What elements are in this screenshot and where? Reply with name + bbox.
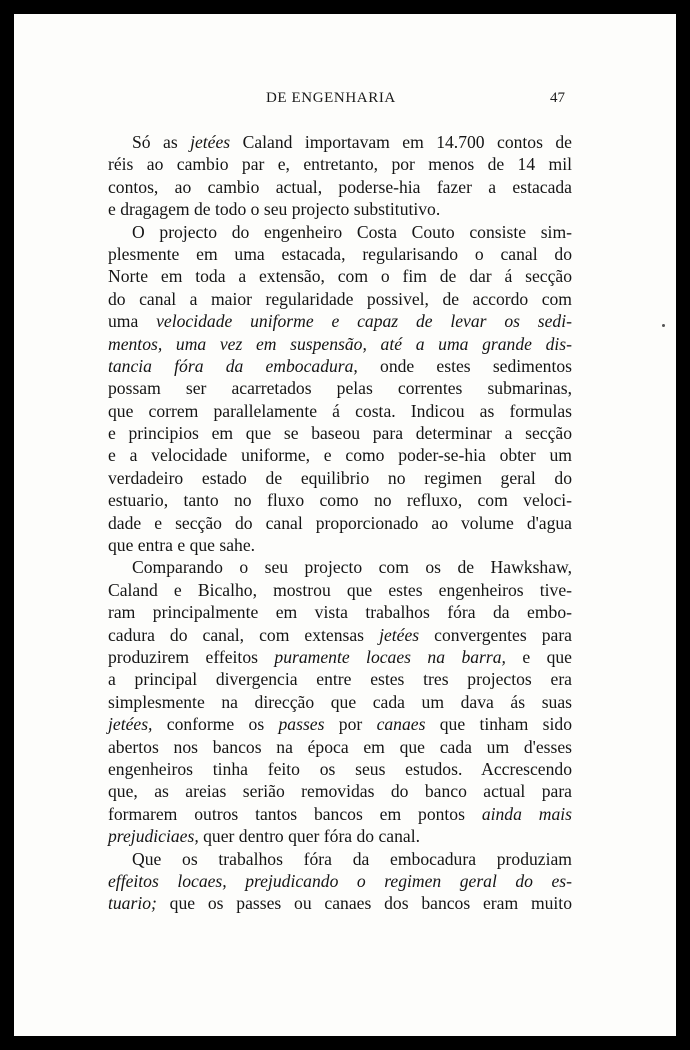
body-text: [108, 131, 572, 915]
text-line: [108, 713, 572, 735]
margin-speck: [662, 324, 665, 327]
text-run: que tinham sido: [425, 714, 572, 735]
text-run: quer dentro quer fóra do canal.: [198, 826, 421, 847]
text-run: produzirem effeitos: [108, 646, 275, 667]
text-line: [108, 892, 572, 914]
italic-text: tancia fóra da embocadura,: [108, 355, 358, 376]
text-run: O projecto do engenheiro Costa Couto consiste sim-: [132, 221, 572, 242]
text-run: que correm parallelamente á costa. Indicou as formulas: [108, 400, 572, 421]
text-line: [108, 467, 572, 489]
italic-text: mentos, uma vez em suspensão, até a uma grande dis-: [108, 333, 572, 354]
book-page: [14, 14, 676, 1036]
text-run: por: [324, 714, 377, 735]
text-run: Norte em toda a extensão, com o fim de dar á secção: [108, 266, 572, 287]
text-run: e dragagem de todo o seu projecto substitutivo.: [108, 199, 441, 220]
text-line: [108, 556, 572, 578]
text-line: [108, 691, 572, 713]
text-line: [108, 355, 572, 377]
text-line: [108, 534, 572, 556]
running-head: [14, 90, 676, 114]
text-run: simplesmente na direcção que cada um dava ás suas: [108, 691, 572, 712]
text-line: [108, 153, 572, 175]
text-run: convergentes para: [419, 624, 572, 645]
text-line: [108, 758, 572, 780]
italic-text: velocidade uniforme e capaz de levar os sedi-: [156, 311, 572, 332]
text-run: Que os trabalhos fóra da embocadura produziam: [132, 848, 572, 869]
italic-text: passes: [278, 714, 325, 735]
text-line: [108, 310, 572, 332]
text-line: [108, 512, 572, 534]
text-line: [108, 400, 572, 422]
text-run: e a velocidade uniforme, e como poder-se-hia obter um: [108, 445, 572, 466]
text-run: que os passes ou canaes dos bancos eram muito: [156, 893, 572, 914]
text-line: [108, 624, 572, 646]
text-run: do canal a maior regularidade possivel, de accordo com: [108, 288, 572, 309]
italic-text: tuario;: [108, 893, 157, 914]
text-line: [108, 221, 572, 243]
running-head-title: DE ENGENHARIA: [266, 90, 396, 106]
text-run: que entra e que sahe.: [108, 535, 256, 556]
text-run: réis ao cambio par e, entretanto, por menos de 14 mil: [108, 154, 572, 175]
text-line: [108, 848, 572, 870]
text-run: a principal divergencia entre estes tres projectos era: [108, 669, 572, 690]
text-run: contos, ao cambio actual, poderse-hia fazer a estacada: [108, 176, 572, 197]
text-line: [108, 198, 572, 220]
italic-text: jetées: [190, 132, 231, 152]
text-run: Caland e Bicalho, mostrou que estes engenheiros tive-: [108, 579, 572, 600]
text-run: que, as areias serião removidas do banco actual para: [108, 781, 572, 802]
italic-text: prejudiciaes,: [108, 826, 199, 847]
text-run: e principios em que se baseou para determinar a secção: [108, 423, 572, 444]
text-run: cadura do canal, com extensas: [108, 624, 380, 645]
text-line: [108, 736, 572, 758]
text-line: [108, 870, 572, 892]
text-line: [108, 803, 572, 825]
text-line: [108, 601, 572, 623]
italic-text: jetées: [379, 624, 420, 645]
text-line: [108, 489, 572, 511]
text-run: conforme os: [152, 714, 279, 735]
italic-text: canaes: [376, 714, 426, 735]
text-run: dade e secção do canal proporcionado ao volume d'agua: [108, 512, 572, 533]
text-run: Comparando o seu projecto com os de Hawkshaw,: [132, 557, 572, 578]
text-run: onde estes sedimentos: [357, 355, 572, 376]
text-line: [108, 288, 572, 310]
italic-text: jetées,: [108, 714, 153, 735]
page-number: 47: [550, 90, 565, 106]
text-line: [108, 579, 572, 601]
text-run: plesmente em uma estacada, regularisando o canal do: [108, 243, 572, 264]
text-run: uma: [108, 311, 157, 332]
text-run: abertos nos bancos na época em que cada um d'esses: [108, 736, 572, 757]
text-run: estuario, tanto no fluxo como no refluxo, com veloci-: [108, 490, 572, 511]
text-line: [108, 377, 572, 399]
text-run: Só as: [132, 132, 191, 152]
text-line: [108, 243, 572, 265]
text-line: [108, 780, 572, 802]
text-line: [108, 176, 572, 198]
text-run: ram principalmente em vista trabalhos fóra da embo-: [108, 602, 572, 623]
text-line: [108, 265, 572, 287]
text-line: [108, 422, 572, 444]
text-line: [108, 825, 572, 847]
text-run: possam ser acarretados pelas correntes submarinas,: [108, 378, 572, 399]
text-line: [108, 444, 572, 466]
text-run: Caland importavam em 14.700 contos de: [230, 132, 572, 152]
text-run: e que: [505, 646, 572, 667]
text-run: engenheiros tinha feito os seus estudos. Accrescendo: [108, 758, 572, 779]
text-line: [108, 668, 572, 690]
italic-text: puramente locaes na barra,: [274, 646, 506, 667]
text-line: [108, 646, 572, 668]
italic-text: ainda mais: [481, 803, 572, 824]
italic-text: effeitos locaes, prejudicando o regimen geral do es-: [108, 870, 572, 891]
text-line: [108, 333, 572, 355]
text-line: [108, 131, 572, 153]
text-run: verdadeiro estado de equilibrio no regimen geral do: [108, 467, 572, 488]
text-run: formarem outros tantos bancos em pontos: [108, 803, 482, 824]
